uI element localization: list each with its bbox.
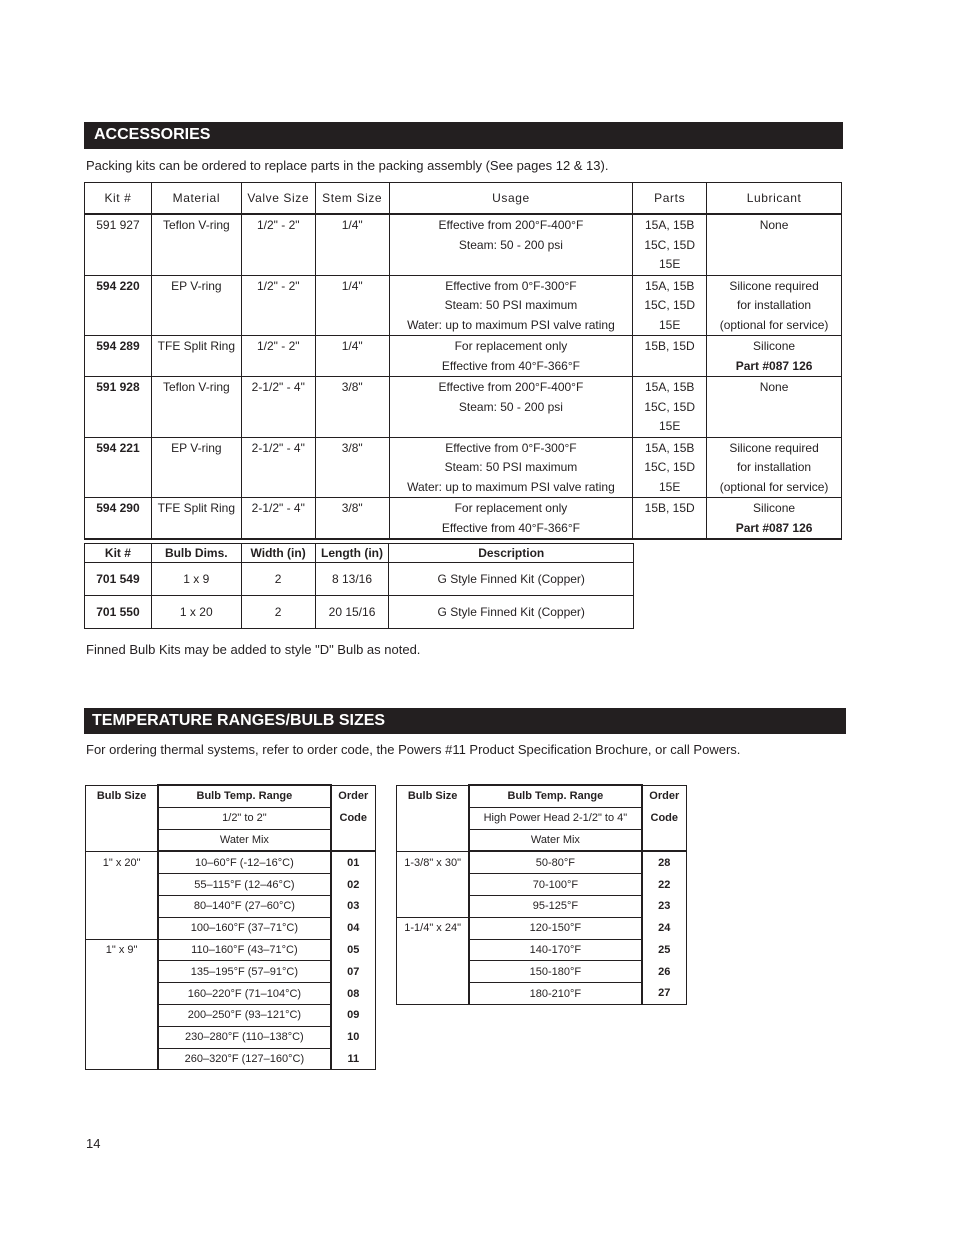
col-header-valve-size: Valve Size: [241, 183, 315, 215]
order-code-cell: [331, 829, 376, 851]
bulb-size-cell: [397, 983, 470, 1005]
usage-cell-line: Water: up to maximum PSI valve rating: [407, 479, 615, 494]
temperature-intro: For ordering thermal systems, refer to order code, the Powers #11 Product Specification Brochure, or call Powers.: [86, 742, 741, 757]
col-header-temp-range: Bulb Temp. Range: [469, 785, 641, 807]
lubricant-cell: [707, 437, 842, 498]
stem-size-cell: 3/8": [315, 498, 389, 540]
temp-range-cell: 10–60°F (-12–16°C): [158, 851, 330, 873]
valve-size-cell: 2-1/2" - 4": [241, 437, 315, 498]
usage-cell: [389, 275, 633, 336]
packing-kits-table: [84, 182, 842, 540]
temperature-heading: TEMPERATURE RANGES/BULB SIZES: [84, 708, 846, 734]
order-code-cell: 02: [331, 874, 376, 896]
temperature-table-standard: [85, 784, 376, 1070]
order-code-cell: 23: [642, 895, 687, 917]
usage-cell-line: Effective from 0°F-300°F: [445, 278, 577, 293]
lubricant-cell: [707, 498, 842, 540]
parts-cell-line: 15A, 15B: [645, 218, 695, 232]
usage-cell-line: For replacement only: [454, 339, 568, 353]
length-cell: 8 13/16: [315, 563, 389, 596]
col-header-bulb-size: Bulb Size: [397, 785, 470, 807]
parts-cell: [633, 336, 707, 377]
bulb-size-cell: [397, 895, 470, 917]
col-header-lubricant: Lubricant: [707, 183, 842, 215]
order-code-cell: 09: [331, 1004, 376, 1026]
order-code-cell: 25: [642, 939, 687, 961]
col-header-bulb-dims: Bulb Dims.: [151, 544, 241, 563]
col-header-kit: Kit #: [85, 544, 152, 563]
material-cell: Teflon V-ring: [151, 377, 241, 438]
parts-cell-line: 15A, 15B: [645, 278, 695, 293]
parts-cell-line: 15E: [659, 479, 681, 494]
order-code-cell: 01: [331, 851, 376, 873]
temperature-table-high-power: [396, 784, 687, 1005]
order-code-cell: 27: [642, 983, 687, 1005]
parts-cell: [633, 275, 707, 336]
table-row: [86, 983, 376, 1005]
table-row: [85, 214, 842, 275]
kit-cell: 594 220: [85, 275, 152, 336]
col-header-stem-size: Stem Size: [315, 183, 389, 215]
table-header-row: [397, 785, 687, 807]
material-cell: TFE Split Ring: [151, 498, 241, 540]
bulb-size-cell: [397, 874, 470, 896]
col-header-width: Width (in): [241, 544, 315, 563]
table-row: [85, 498, 842, 540]
bulb-size-cell: [86, 1026, 159, 1048]
lubricant-cell: [707, 275, 842, 336]
table-row: [397, 874, 687, 896]
table-row: [397, 939, 687, 961]
description-cell: G Style Finned Kit (Copper): [389, 596, 634, 629]
bulb-size-cell: [397, 939, 470, 961]
page-number: 14: [86, 1136, 101, 1151]
col-header-order: Order: [642, 785, 687, 807]
length-cell: 20 15/16: [315, 596, 389, 629]
bulb-size-cell: [397, 807, 470, 829]
valve-size-cell: 1/2" - 2": [241, 275, 315, 336]
table-row: [397, 961, 687, 983]
lubricant-cell-line: None: [759, 380, 789, 394]
table-subheader-row: [86, 829, 376, 851]
kit-cell: 591 928: [85, 377, 152, 438]
kit-cell: 594 289: [85, 336, 152, 377]
order-code-cell: 10: [331, 1026, 376, 1048]
temp-range-cell: 180-210°F: [469, 983, 641, 1005]
table-row: [86, 939, 376, 961]
bulb-kits-note: Finned Bulb Kits may be added to style "D" Bulb as noted.: [86, 642, 421, 657]
usage-cell-line: For replacement only: [454, 501, 568, 515]
order-code-cell: 24: [642, 917, 687, 939]
table-row: [85, 336, 842, 377]
usage-cell-line: Effective from 40°F-366°F: [441, 358, 580, 373]
description-cell: G Style Finned Kit (Copper): [389, 563, 634, 596]
usage-cell-line: Steam: 50 PSI maximum: [444, 460, 578, 474]
lubricant-cell-line: Silicone required: [729, 440, 819, 455]
usage-cell: [389, 498, 633, 540]
order-code-cell: [642, 829, 687, 851]
lubricant-cell-line: Part #087 126: [735, 358, 813, 373]
table-row: [85, 596, 634, 629]
bulb-size-cell: [86, 961, 159, 983]
temp-range-cell: 135–195°F (57–91°C): [158, 961, 330, 983]
stem-size-cell: 3/8": [315, 437, 389, 498]
temp-range-cell: 70-100°F: [469, 874, 641, 896]
bulb-size-cell: 1-3/8" x 30": [397, 851, 470, 873]
table-row: [397, 895, 687, 917]
order-code-cell: 05: [331, 939, 376, 961]
range-subheader: 1/2" to 2": [158, 807, 330, 829]
range-subheader: Water Mix: [158, 829, 330, 851]
table-header-row: [85, 544, 634, 563]
lubricant-cell: [707, 377, 842, 438]
order-code-cell: 28: [642, 851, 687, 873]
temp-range-cell: 150-180°F: [469, 961, 641, 983]
finned-bulb-kits-table: [84, 543, 634, 629]
table-row: [86, 895, 376, 917]
parts-cell-line: 15C, 15D: [644, 460, 696, 474]
material-cell: Teflon V-ring: [151, 214, 241, 275]
parts-cell: [633, 377, 707, 438]
temp-range-cell: 260–320°F (127–160°C): [158, 1048, 330, 1070]
lubricant-cell: [707, 336, 842, 377]
table-row: [86, 917, 376, 939]
parts-cell-line: 15C, 15D: [644, 399, 696, 414]
order-code-cell: 22: [642, 874, 687, 896]
bulb-size-cell: [397, 829, 470, 851]
col-header-description: Description: [389, 544, 634, 563]
table-row: [85, 437, 842, 498]
kit-cell: 591 927: [85, 214, 152, 275]
lubricant-cell: [707, 214, 842, 275]
bulb-size-cell: [86, 1048, 159, 1070]
bulb-size-cell: [86, 983, 159, 1005]
usage-cell-line: Steam: 50 - 200 psi: [458, 399, 563, 414]
table-row: [397, 851, 687, 873]
parts-cell-line: 15C, 15D: [644, 237, 696, 252]
temp-range-cell: 160–220°F (71–104°C): [158, 983, 330, 1005]
kit-cell: 594 221: [85, 437, 152, 498]
usage-cell: [389, 336, 633, 377]
material-cell: EP V-ring: [151, 437, 241, 498]
accessories-intro: Packing kits can be ordered to replace parts in the packing assembly (See pages 12 & 13).: [86, 158, 609, 173]
usage-cell: [389, 214, 633, 275]
width-cell: 2: [241, 596, 315, 629]
width-cell: 2: [241, 563, 315, 596]
col-header-code: Code: [642, 807, 687, 829]
lubricant-cell-line: None: [759, 218, 789, 232]
accessories-heading: ACCESSORIES: [84, 122, 843, 149]
temp-range-cell: 100–160°F (37–71°C): [158, 917, 330, 939]
valve-size-cell: 2-1/2" - 4": [241, 498, 315, 540]
table-row: [397, 917, 687, 939]
table-header-row: [86, 785, 376, 807]
parts-cell-line: 15B, 15D: [644, 339, 695, 353]
temp-range-cell: 110–160°F (43–71°C): [158, 939, 330, 961]
table-row: [86, 874, 376, 896]
kit-cell: 701 550: [85, 596, 152, 629]
usage-cell-line: Steam: 50 PSI maximum: [444, 298, 578, 312]
kit-cell: 701 549: [85, 563, 152, 596]
col-header-material: Material: [151, 183, 241, 215]
bulb-dims-cell: 1 x 9: [151, 563, 241, 596]
temp-range-cell: 80–140°F (27–60°C): [158, 895, 330, 917]
bulb-size-cell: [86, 1004, 159, 1026]
table-row: [85, 377, 842, 438]
table-row: [86, 1048, 376, 1070]
stem-size-cell: 1/4": [315, 336, 389, 377]
table-subheader-row: [397, 829, 687, 851]
table-row: [86, 851, 376, 873]
bulb-size-cell: [86, 895, 159, 917]
kit-cell: 594 290: [85, 498, 152, 540]
material-cell: EP V-ring: [151, 275, 241, 336]
lubricant-cell-line: Silicone: [753, 339, 796, 353]
material-cell: TFE Split Ring: [151, 336, 241, 377]
parts-cell-line: 15C, 15D: [644, 298, 696, 312]
bulb-size-cell: 1" x 20": [86, 851, 159, 873]
table-header-row: [85, 183, 842, 215]
table-row: [397, 983, 687, 1005]
usage-cell-line: Effective from 200°F-400°F: [438, 380, 584, 394]
stem-size-cell: 1/4": [315, 275, 389, 336]
col-header-usage: Usage: [389, 183, 633, 215]
col-header-parts: Parts: [633, 183, 707, 215]
table-row: [85, 563, 634, 596]
parts-cell: [633, 437, 707, 498]
parts-cell: [633, 214, 707, 275]
valve-size-cell: 1/2" - 2": [241, 336, 315, 377]
parts-cell-line: 15A, 15B: [645, 440, 695, 455]
temp-range-cell: 140-170°F: [469, 939, 641, 961]
lubricant-cell-line: Silicone: [753, 501, 796, 515]
col-header-length: Length (in): [315, 544, 389, 563]
usage-cell: [389, 437, 633, 498]
order-code-cell: 11: [331, 1048, 376, 1070]
table-subheader-row: [86, 807, 376, 829]
bulb-size-cell: 1-1/4" x 24": [397, 917, 470, 939]
temp-range-cell: 95-125°F: [469, 895, 641, 917]
temp-range-cell: 50-80°F: [469, 851, 641, 873]
order-code-cell: 03: [331, 895, 376, 917]
order-code-cell: 07: [331, 961, 376, 983]
bulb-size-cell: [86, 874, 159, 896]
col-header-temp-range: Bulb Temp. Range: [158, 785, 330, 807]
bulb-size-cell: [397, 961, 470, 983]
table-row: [86, 1004, 376, 1026]
table-row: [86, 961, 376, 983]
temp-range-cell: 120-150°F: [469, 917, 641, 939]
parts-cell-line: 15B, 15D: [644, 501, 695, 515]
lubricant-cell-line: for installation: [737, 298, 812, 312]
table-row: [86, 1026, 376, 1048]
parts-cell-line: 15E: [659, 257, 681, 271]
lubricant-cell-line: for installation: [737, 460, 812, 474]
bulb-size-cell: [86, 829, 159, 851]
lubricant-cell-line: (optional for service): [719, 317, 829, 332]
bulb-size-cell: 1" x 9": [86, 939, 159, 961]
temp-range-cell: 200–250°F (93–121°C): [158, 1004, 330, 1026]
stem-size-cell: 1/4": [315, 214, 389, 275]
usage-cell-line: Water: up to maximum PSI valve rating: [407, 317, 615, 332]
parts-cell-line: 15E: [659, 419, 681, 433]
usage-cell-line: Steam: 50 - 200 psi: [458, 237, 563, 252]
valve-size-cell: 2-1/2" - 4": [241, 377, 315, 438]
usage-cell: [389, 377, 633, 438]
parts-cell: [633, 498, 707, 540]
valve-size-cell: 1/2" - 2": [241, 214, 315, 275]
col-header-kit: Kit #: [85, 183, 152, 215]
bulb-size-cell: [86, 807, 159, 829]
table-subheader-row: [397, 807, 687, 829]
bulb-size-cell: [86, 917, 159, 939]
range-subheader: Water Mix: [469, 829, 641, 851]
bulb-dims-cell: 1 x 20: [151, 596, 241, 629]
parts-cell-line: 15A, 15B: [645, 380, 695, 394]
parts-cell-line: 15E: [659, 317, 681, 332]
order-code-cell: 08: [331, 983, 376, 1005]
usage-cell-line: Effective from 200°F-400°F: [438, 218, 584, 232]
lubricant-cell-line: (optional for service): [719, 479, 829, 494]
col-header-bulb-size: Bulb Size: [86, 785, 159, 807]
temp-range-cell: 230–280°F (110–138°C): [158, 1026, 330, 1048]
usage-cell-line: Effective from 0°F-300°F: [445, 440, 577, 455]
stem-size-cell: 3/8": [315, 377, 389, 438]
range-subheader: High Power Head 2-1/2" to 4": [469, 807, 641, 829]
temp-range-cell: 55–115°F (12–46°C): [158, 874, 330, 896]
lubricant-cell-line: Part #087 126: [735, 520, 813, 535]
order-code-cell: 04: [331, 917, 376, 939]
table-row: [85, 275, 842, 336]
order-code-cell: 26: [642, 961, 687, 983]
usage-cell-line: Effective from 40°F-366°F: [441, 520, 580, 535]
col-header-code: Code: [331, 807, 376, 829]
col-header-order: Order: [331, 785, 376, 807]
lubricant-cell-line: Silicone required: [729, 278, 819, 293]
